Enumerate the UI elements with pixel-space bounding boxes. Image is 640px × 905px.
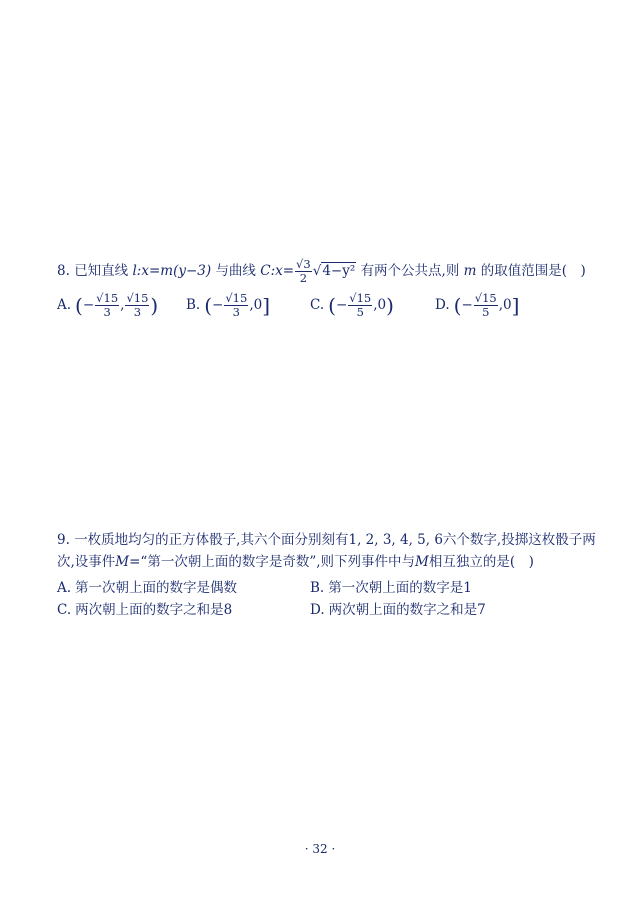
fraction — [95, 292, 119, 319]
option-tail: ,0 — [373, 297, 387, 313]
option-label: D. — [310, 602, 325, 618]
fraction-numerator: √15 — [126, 291, 149, 305]
open-paren: ( — [328, 293, 336, 318]
option-text: 两次朝上面的数字之和是7 — [328, 602, 486, 618]
curve-lhs: C:x= — [260, 263, 295, 279]
fraction — [295, 258, 312, 285]
option-text: 第一次朝上面的数字是偶数 — [75, 580, 238, 596]
option-label: C. — [310, 297, 325, 313]
option-c[interactable] — [310, 292, 394, 319]
fraction-denominator: 5 — [482, 305, 490, 319]
open-paren: ( — [75, 293, 83, 318]
fraction-denominator: 5 — [356, 305, 364, 319]
question-number: 9. — [57, 532, 70, 548]
fraction-denominator: 3 — [232, 305, 240, 319]
question-text: 次,设事件 — [57, 554, 116, 570]
fraction-numerator: √15 — [474, 291, 497, 305]
close-bracket: ] — [262, 293, 271, 318]
option-text: 第一次朝上面的数字是1 — [328, 580, 472, 596]
question-text: 一枚质地均匀的正方体骰子,其六个面分别刻有1, 2, 3, 4, 5, 6六个数字,投掷这枚骰子两 — [74, 532, 596, 548]
fraction — [348, 292, 372, 319]
event-variable: M — [415, 554, 429, 570]
question-text: 有两个公共点,则 — [360, 263, 460, 279]
option-tail: ,0 — [249, 297, 263, 313]
square-root: √4−y² — [312, 263, 356, 279]
minus-sign: − — [335, 297, 348, 313]
variable-m: m — [463, 263, 477, 279]
open-paren: ( — [453, 293, 462, 318]
question-line-2 — [57, 552, 587, 572]
fraction-denominator: 3 — [133, 305, 142, 319]
fraction-numerator: √15 — [349, 291, 372, 305]
option-d[interactable] — [310, 598, 486, 618]
option-a[interactable] — [57, 292, 158, 319]
close-paren: ) — [386, 293, 394, 318]
line-equation: l:x=m(y−3) — [132, 263, 212, 279]
fraction-numerator: √3 — [296, 257, 311, 271]
option-tail: ,0 — [498, 297, 512, 313]
option-text: 两次朝上面的数字之和是8 — [75, 602, 233, 618]
option-c[interactable] — [57, 598, 232, 618]
question-text: =“第一次朝上面的数字是奇数”,则下列事件中与 — [129, 554, 416, 570]
option-b[interactable] — [310, 576, 472, 596]
fraction-numerator: √15 — [96, 291, 119, 305]
question-9 — [57, 530, 596, 572]
question-line-1 — [57, 530, 596, 550]
option-label: A. — [57, 580, 72, 596]
minus-sign: − — [212, 297, 224, 313]
option-label: A. — [57, 297, 72, 313]
question-text: 与曲线 — [215, 263, 256, 279]
minus-sign: − — [461, 297, 473, 313]
option-b[interactable] — [186, 292, 270, 319]
fraction-denominator: 3 — [103, 305, 111, 319]
open-paren: ( — [204, 293, 213, 318]
radicand: 4−y² — [322, 263, 356, 279]
separator: , — [120, 297, 125, 313]
event-variable: M — [115, 554, 130, 570]
question-text: 的取值范围是( ) — [480, 263, 586, 279]
fraction — [474, 292, 498, 319]
page-number: · 32 · — [304, 842, 336, 856]
question-8 — [57, 258, 586, 285]
question-number: 8. — [57, 263, 70, 279]
question-text: 已知直线 — [74, 263, 129, 279]
option-label: D. — [435, 297, 450, 313]
option-d[interactable] — [435, 292, 519, 319]
option-label: C. — [57, 602, 72, 618]
fraction-numerator: √15 — [225, 291, 248, 305]
option-label: B. — [186, 297, 201, 313]
fraction-denominator: 2 — [299, 271, 308, 285]
close-paren: ) — [150, 293, 159, 318]
option-label: B. — [310, 580, 325, 596]
fraction — [224, 292, 248, 319]
fraction — [125, 292, 149, 319]
close-bracket: ] — [511, 293, 520, 318]
question-text: 相互独立的是( ) — [428, 554, 534, 570]
option-a[interactable] — [57, 576, 237, 596]
minus-sign: − — [82, 297, 95, 313]
